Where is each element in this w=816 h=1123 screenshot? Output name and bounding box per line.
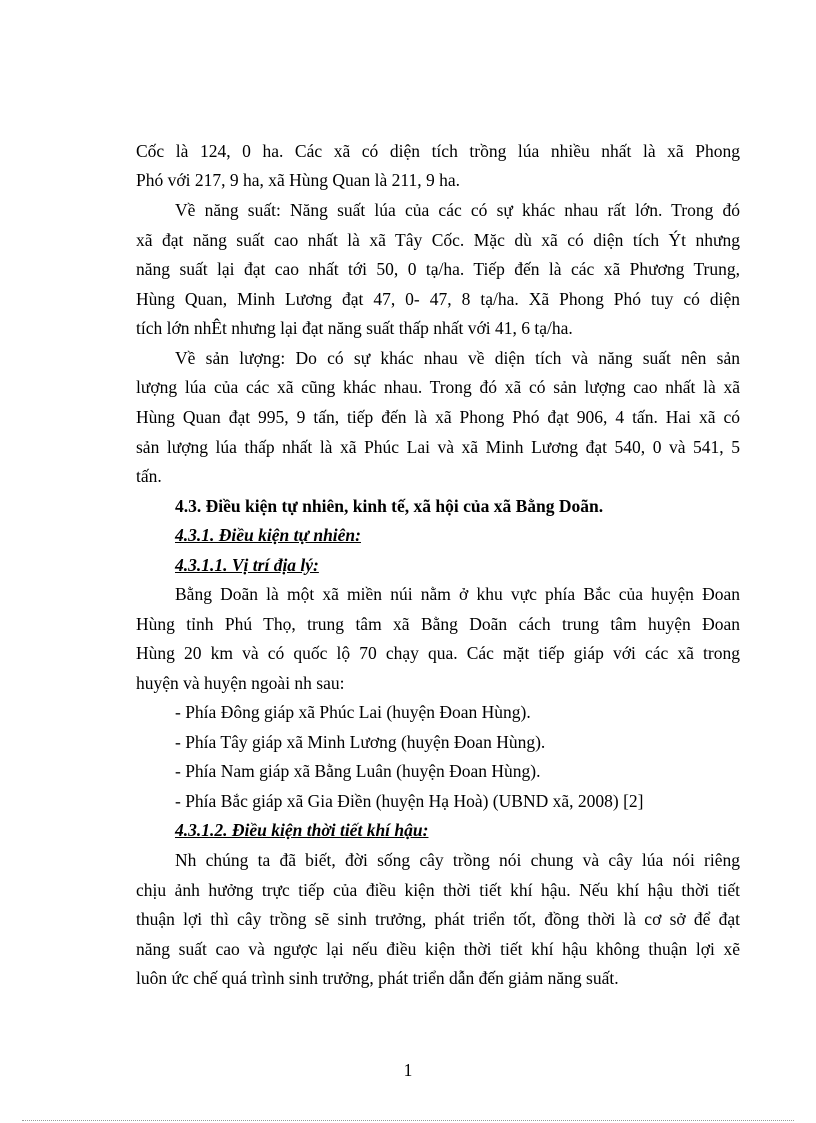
section-heading: 4.3. Điều kiện tự nhiên, kinh tế, xã hội của xã Bằng Doãn. — [175, 496, 604, 516]
paragraph-line: Bằng Doãn là một xã miền núi nằm ở khu vực phía Bắc của huyện Đoan — [175, 584, 740, 604]
paragraph-line: Hùng 20 km và có quốc lộ 70 chạy qua. Các mặt tiếp giáp với các xã trong — [136, 643, 740, 663]
paragraph-line: Về năng suất: Năng suất lúa của các có sự khác nhau rất lớn. Trong đó — [175, 200, 740, 220]
page-bottom-rule — [22, 1120, 794, 1121]
list-item: - Phía Đông giáp xã Phúc Lai (huyện Đoan Hùng). — [175, 702, 531, 722]
paragraph-line: lượng lúa của các xã cũng khác nhau. Trong đó xã có sản lượng cao nhất là xã — [136, 377, 740, 397]
paragraph-line: huyện và huyện ngoài nh sau: — [136, 673, 345, 693]
paragraph-line: Cốc là 124, 0 ha. Các xã có diện tích trồng lúa nhiều nhất là xã Phong — [136, 141, 740, 161]
list-item: - Phía Tây giáp xã Minh Lương (huyện Đoan Hùng). — [175, 732, 546, 752]
paragraph-line: sản lượng lúa thấp nhất là xã Phúc Lai và xã Minh Lương đạt 540, 0 và 541, 5 — [136, 437, 740, 457]
paragraph-line: năng suất cao và ngược lại nếu điều kiện thời tiết khí hậu không thuận lợi xẽ — [136, 939, 740, 959]
paragraph-line: Nh chúng ta đã biết, đời sống cây trồng nói chung và cây lúa nói riêng — [175, 850, 740, 870]
paragraph-line: năng suất lại đạt cao nhất tới 50, 0 tạ/ha. Tiếp đến là các xã Phương Trung, — [136, 259, 740, 279]
subsubsection-heading: 4.3.1.1. Vị trí địa lý: — [175, 555, 319, 575]
subsubsection-heading: 4.3.1.2. Điều kiện thời tiết khí hậu: — [175, 820, 429, 840]
list-item: - Phía Nam giáp xã Bằng Luân (huyện Đoan Hùng). — [175, 761, 541, 781]
paragraph-line: chịu ảnh hưởng trực tiếp của điều kiện thời tiết khí hậu. Nếu khí hậu thời tiết — [136, 880, 740, 900]
paragraph-line: Về sản lượng: Do có sự khác nhau về diện tích và năng suất nên sản — [175, 348, 740, 368]
page-number: 1 — [403, 1060, 413, 1080]
paragraph-line: thuận lợi thì cây trồng sẽ sinh trưởng, phát triển tốt, đồng thời là cơ sở để đạt — [136, 909, 740, 929]
paragraph-line: Hùng Quan đạt 995, 9 tấn, tiếp đến là xã Phong Phó đạt 906, 4 tấn. Hai xã có — [136, 407, 740, 427]
subsection-heading: 4.3.1. Điều kiện tự nhiên: — [175, 525, 361, 545]
paragraph-line: Hùng tỉnh Phú Thọ, trung tâm xã Bằng Doãn cách trung tâm huyện Đoan — [136, 614, 740, 634]
paragraph-line: luôn ức chế quá trình sinh trưởng, phát triển dẫn đến giảm năng suất. — [136, 968, 619, 988]
paragraph-line: Hùng Quan, Minh Lương đạt 47, 0- 47, 8 tạ/ha. Xã Phong Phó tuy có diện — [136, 289, 740, 309]
list-item: - Phía Bắc giáp xã Gia Điền (huyện Hạ Hoà) (UBND xã, 2008) [2] — [175, 791, 644, 811]
paragraph-line: tấn. — [136, 466, 162, 486]
paragraph-line: Phó với 217, 9 ha, xã Hùng Quan là 211, 9 ha. — [136, 170, 461, 190]
paragraph-line: tích lớn nhÊt nhưng lại đạt năng suất thấp nhất với 41, 6 tạ/ha. — [136, 318, 573, 338]
paragraph-line: xã đạt năng suất cao nhất là xã Tây Cốc. Mặc dù xã có diện tích Ýt nhưng — [136, 230, 740, 250]
